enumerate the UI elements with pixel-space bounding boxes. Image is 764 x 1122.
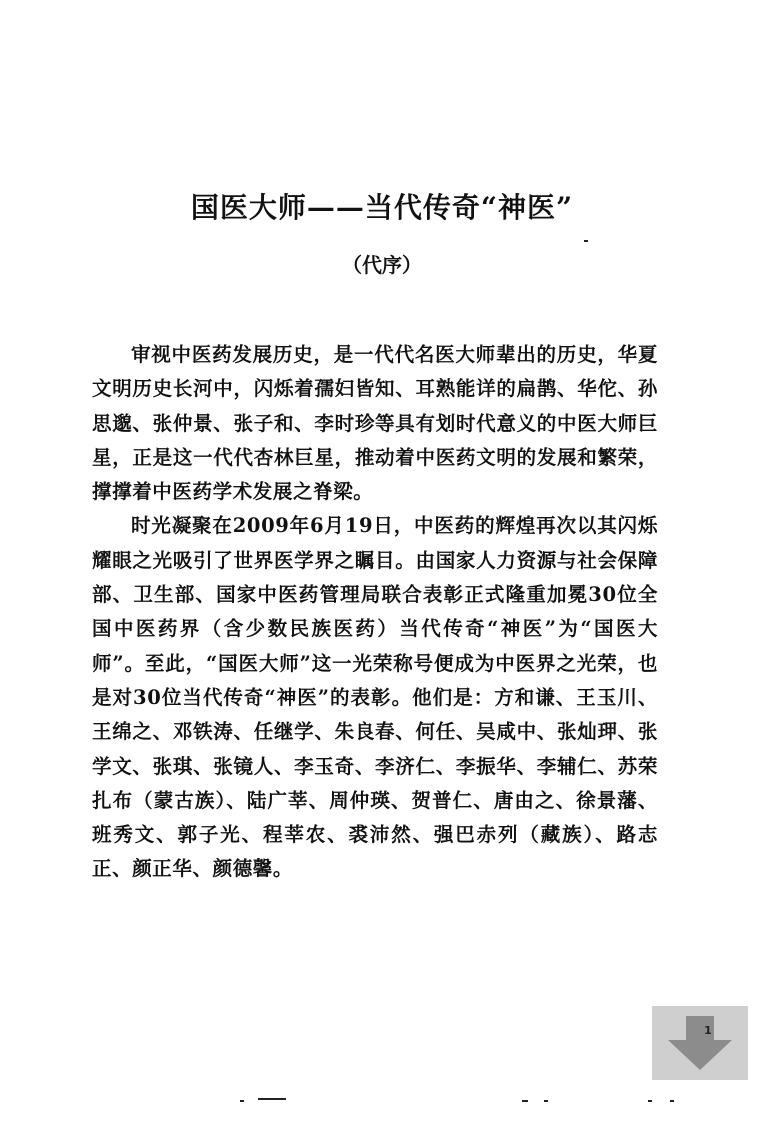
preface-body: [92, 338, 658, 887]
scan-artifact: [544, 1100, 548, 1102]
paragraph: 审视中医药发展历史，是一代代名医大师辈出的历史，华夏文明历史长河中，闪烁着孺妇皆知、耳熟能详的扁鹊、华佗、孙思邈、张仲景、张子和、李时珍等具有划时代意义的中医大师巨星，正是这一代代杏林巨星，推动着中医药文明的发展和繁荣，撑撑着中医药学术发展之脊梁。: [92, 343, 658, 504]
paragraph: 时光凝聚在2009年6月19日，中医药的辉煌再次以其闪烁耀眼之光吸引了世界医学界之瞩目。由国家人力资源与社会保障部、卫生部、国家中医药管理局联合表彰正式隆重加冕30位全国中医药界（含少数民族医药）当代传奇“神医”为“国医大师”。至此，“国医大师”这一光荣称号便成为中医界之光荣，也是对30位当代传奇“神医”的表彰。他们是：方和谦、王玉川、王绵之、邓铁涛、任继学、朱良春、何任、吴咸中、张灿玾、张学文、张琪、张镜人、李玉奇、李济仁、李振华、李辅仁、苏荣扎布（蒙古族）、陆广莘、周仲瑛、贺普仁、唐由之、徐景藩、班秀文、郭子光、程莘农、裘沛然、强巴赤列（藏族）、路志正、颜正华、颜德馨。: [92, 514, 658, 881]
scan-artifact: [584, 240, 588, 242]
scan-artifact: [240, 1100, 244, 1102]
page-subtitle: （代序）: [342, 253, 422, 277]
scan-artifact: [522, 1100, 528, 1102]
page-title: 国医大师——当代传奇“神医”: [190, 191, 574, 224]
scan-artifact: [648, 1100, 652, 1102]
scan-artifact: [258, 1098, 286, 1100]
scan-artifact: [670, 1100, 674, 1102]
page-number-badge: [652, 1006, 748, 1080]
down-arrow-icon: [664, 1014, 736, 1072]
page-number: 1: [704, 1024, 712, 1037]
